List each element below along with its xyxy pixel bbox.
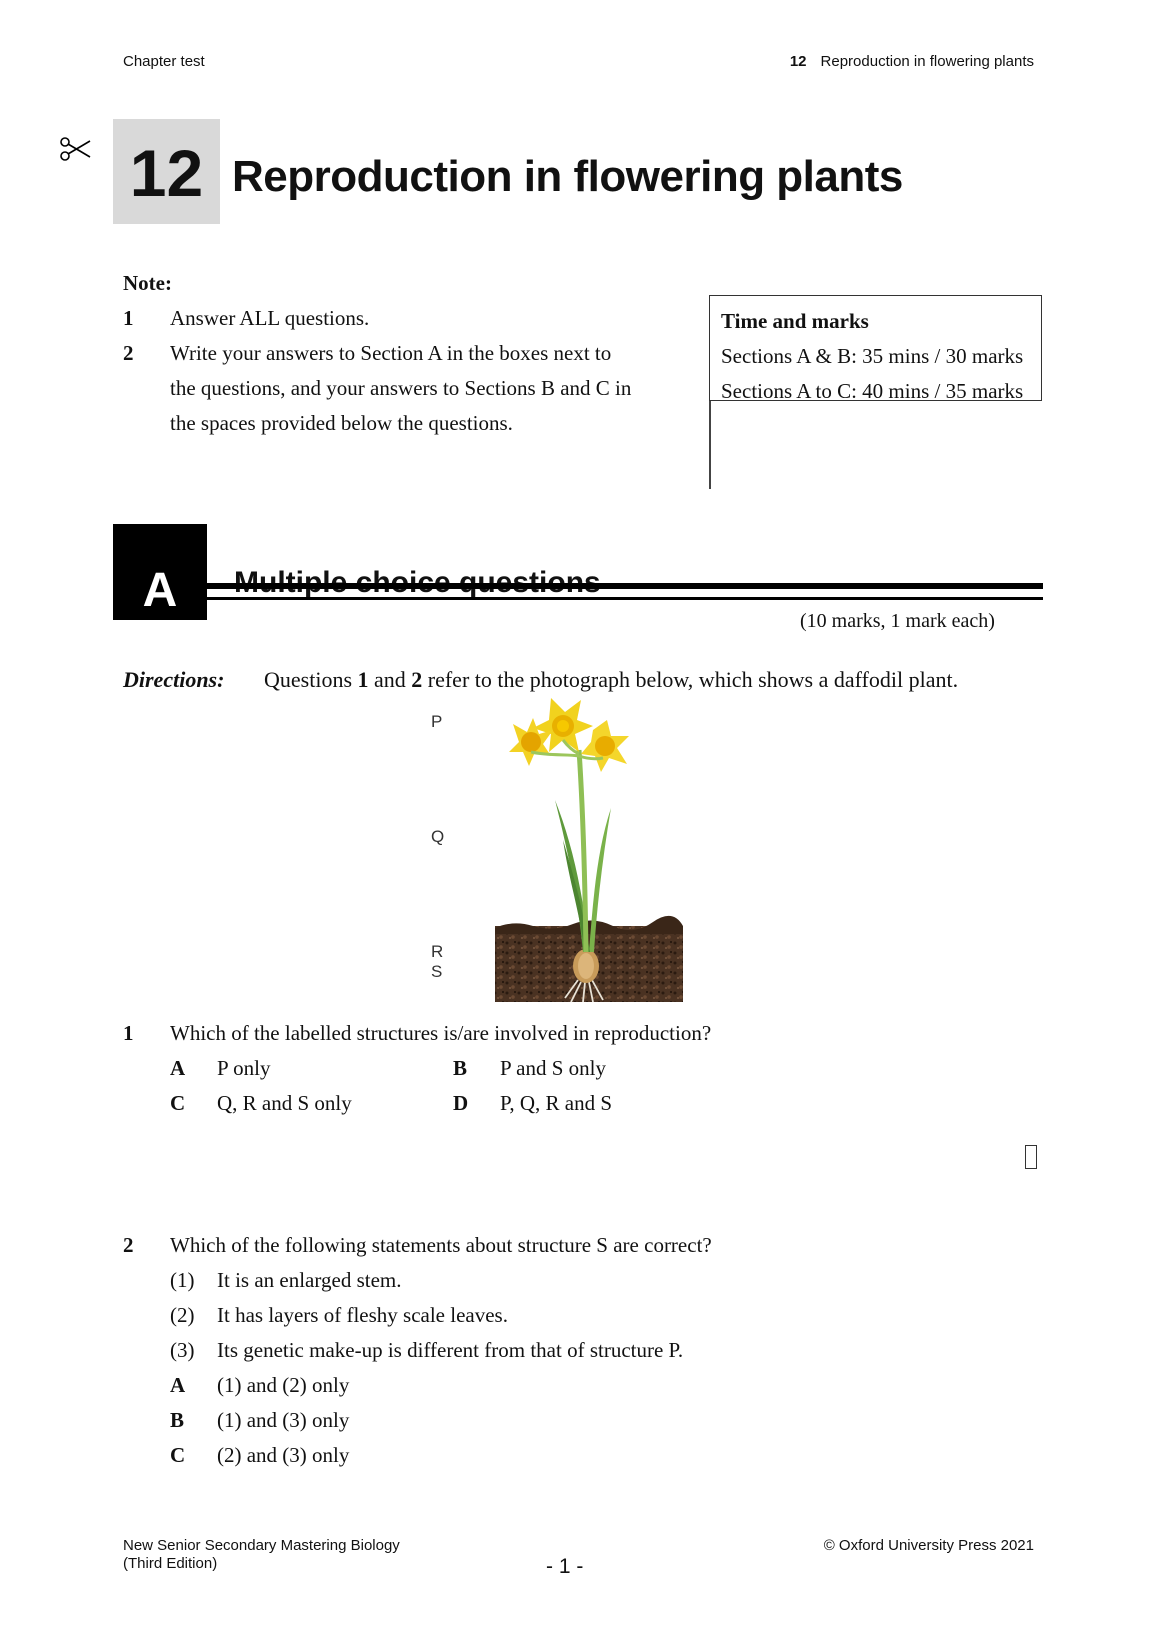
option-a — [170, 1051, 453, 1086]
option-c — [123, 1438, 1043, 1473]
statement-number: (1) — [170, 1268, 195, 1292]
option-letter: C — [170, 1091, 186, 1115]
statement-text: It has layers of fleshy scale leaves. — [217, 1303, 508, 1327]
note-item — [123, 301, 683, 336]
footer-book-title — [123, 1537, 400, 1573]
question-2 — [123, 1228, 1043, 1473]
figure-label-q: Q — [431, 827, 445, 846]
page-number: - 1 - — [546, 1555, 584, 1578]
statement-number: (2) — [170, 1303, 195, 1327]
page-title: Reproduction in flowering plants — [232, 152, 903, 201]
statement — [123, 1333, 1043, 1368]
time-and-marks-line: Sections A to C: 40 mins / 35 marks — [721, 379, 1024, 403]
section-title-wrapper — [234, 555, 1034, 577]
time-and-marks-heading: Time and marks — [721, 309, 869, 333]
option-b — [123, 1403, 1043, 1438]
chapter-number: 12 — [129, 136, 204, 210]
question-text: Which of the following statements about structure S are correct? — [170, 1233, 712, 1257]
divider — [709, 401, 711, 489]
note-item — [123, 336, 683, 441]
directions-text: Questions — [264, 667, 358, 692]
answer-box[interactable] — [1025, 1145, 1037, 1169]
running-header-chapter-title: Reproduction in flowering plants — [820, 53, 1034, 70]
statement — [123, 1298, 1043, 1333]
note-heading: Note: — [123, 271, 172, 295]
option-text: P, Q, R and S — [500, 1091, 613, 1115]
question-number: 2 — [123, 1233, 134, 1257]
section-rule-thick — [207, 583, 1043, 589]
question-number: 1 — [123, 1021, 134, 1045]
question-1 — [123, 1016, 1043, 1121]
option-letter: C — [170, 1443, 186, 1467]
option-b — [453, 1051, 606, 1086]
option-letter: B — [170, 1408, 185, 1432]
footer-book-line: (Third Edition) — [123, 1555, 218, 1572]
note-section — [123, 266, 683, 441]
note-item-number: 1 — [123, 306, 134, 330]
option-text: (1) and (2) only — [217, 1373, 350, 1397]
section-marks: (10 marks, 1 mark each) — [800, 610, 995, 632]
note-item-text: the spaces provided below the questions. — [170, 411, 513, 435]
running-header-left: Chapter test — [123, 53, 205, 70]
option-letter: B — [453, 1056, 468, 1080]
statement-text: It is an enlarged stem. — [217, 1268, 402, 1292]
option-letter: A — [170, 1373, 186, 1397]
note-item-text: Write your answers to Section A in the boxes next to — [170, 341, 612, 365]
option-c — [170, 1086, 453, 1121]
figure-label-s: S — [431, 962, 443, 981]
time-and-marks-line: Sections A & B: 35 mins / 30 marks — [721, 344, 1024, 368]
section-letter: A — [142, 564, 178, 617]
statement — [123, 1263, 1043, 1298]
section-marks-wrapper — [800, 606, 1040, 632]
option-text: (1) and (3) only — [217, 1408, 350, 1432]
option-a — [123, 1368, 1043, 1403]
directions-text: and — [368, 667, 412, 692]
option-text: P and S only — [500, 1056, 606, 1080]
question-text: Which of the labelled structures is/are involved in reproduction? — [170, 1021, 712, 1045]
figure-label-p: P — [431, 712, 443, 731]
directions-text: refer to the photograph below, which shows a daffodil plant. — [422, 667, 959, 692]
directions-question-ref: 1 — [357, 667, 369, 692]
running-header-chapter-number: 12 — [789, 53, 807, 70]
option-d — [453, 1086, 612, 1121]
footer-copyright: © Oxford University Press 2021 — [823, 1537, 1034, 1554]
time-and-marks-box — [709, 295, 1042, 401]
footer-book-line: New Senior Secondary Mastering Biology — [123, 1537, 400, 1554]
directions-question-ref: 2 — [411, 667, 423, 692]
daffodil-photo — [493, 690, 685, 1007]
directions-label: Directions: — [123, 667, 225, 692]
option-text: (2) and (3) only — [217, 1443, 350, 1467]
figure-label-r: R — [431, 942, 444, 961]
note-item-text: Answer ALL questions. — [170, 306, 370, 330]
scissors-icon — [60, 136, 92, 167]
running-header-right — [790, 53, 1034, 70]
option-text: P only — [217, 1056, 271, 1080]
note-item-number: 2 — [123, 341, 134, 365]
section-rule-thin — [207, 597, 1043, 600]
option-letter: D — [453, 1091, 469, 1115]
option-text: Q, R and S only — [217, 1091, 352, 1115]
note-item-text: the questions, and your answers to Sections B and C in — [170, 376, 632, 400]
statement-number: (3) — [170, 1338, 195, 1362]
option-letter: A — [170, 1056, 186, 1080]
statement-text: Its genetic make-up is different from that of structure P. — [217, 1338, 684, 1362]
